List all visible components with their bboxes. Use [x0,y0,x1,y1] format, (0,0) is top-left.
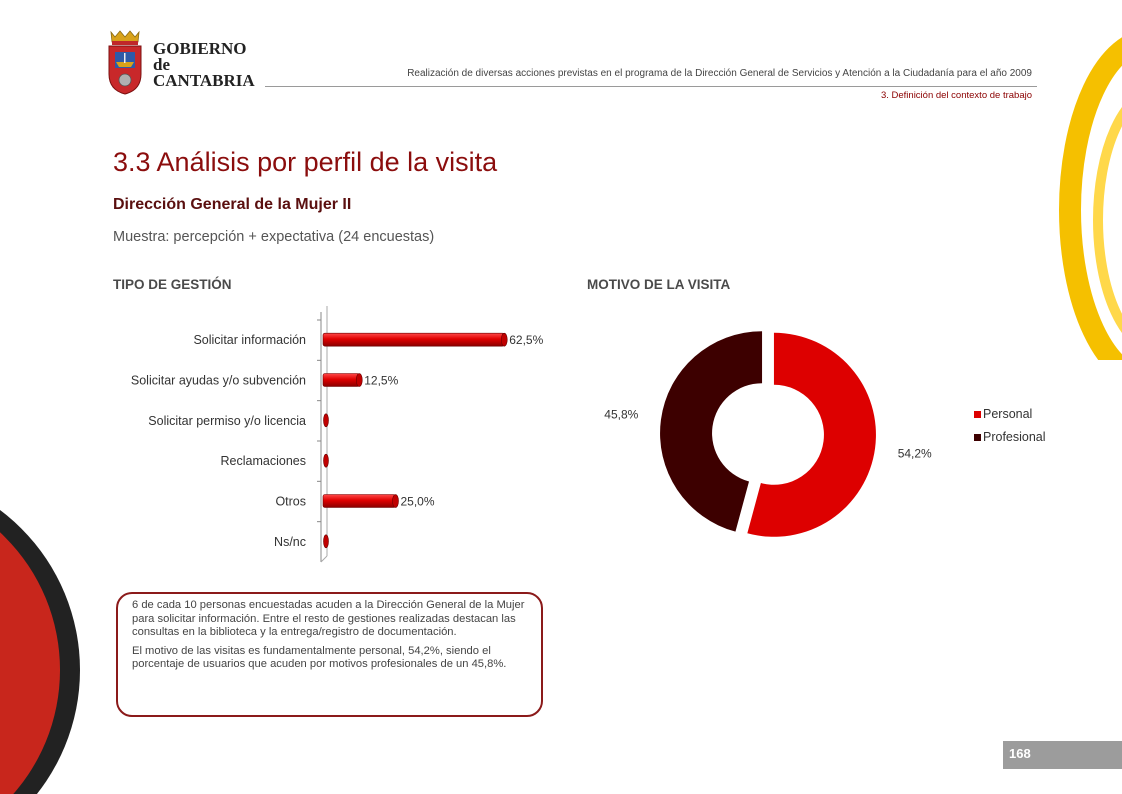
page-title: 3.3 Análisis por perfil de la visita [113,147,498,177]
bar-chart-title: TIPO DE GESTIÓN [113,277,232,292]
brand-line-3: CANTABRIA [153,71,255,90]
bar-category-label: Solicitar ayudas y/o subvención [130,373,306,388]
bar-1 [323,374,359,387]
donut-chart-title: MOTIVO DE LA VISITA [587,277,731,292]
page-subtitle: Dirección General de la Mujer II [113,196,352,213]
bar-end-cap [356,374,362,387]
bar-category-label: Ns/nc [274,534,306,549]
bar-end-cap [393,495,399,508]
bar-5-zero [324,535,329,548]
legend-swatch-personal [974,411,981,418]
donut-slice-personal [747,333,876,537]
bar-4 [323,495,396,508]
motivo-visita-donut-chart [590,300,1090,560]
note-paragraph-2: El motivo de las visitas es fundamentalmente personal, 54,2%, siendo el porcentaje de usuarios que acuden por motivos profesionales de un 45,8%. [132,644,507,671]
legend-swatch-profesional [974,434,981,441]
legend-label-personal: Personal [983,407,1033,421]
header-divider [265,86,1037,87]
bar-0 [323,333,504,346]
bar-data-label: 12,5% [364,373,399,388]
bar-data-label: 62,5% [509,333,544,348]
bar-2-zero [324,414,329,427]
tipo-gestion-bar-chart [100,300,580,570]
sample-description: Muestra: percepción + expectativa (24 encuestas) [113,229,435,245]
bar-category-label: Reclamaciones [220,454,306,469]
header-section: 3. Definición del contexto de trabajo [880,90,1032,101]
summary-note-box [116,592,543,717]
brand-line-1: GOBIERNO [153,39,247,58]
cantabria-coat-of-arms-logo [106,28,144,101]
bar-category-label: Solicitar información [193,333,306,348]
header-document-title: Realización de diversas acciones previstas en el programa de la Dirección General de Servicios y Atención a la Ciudadanía para el año 2009 [407,68,1032,79]
brand-line-2: de [153,55,170,74]
note-paragraph-1: 6 de cada 10 personas encuestadas acuden a la Dirección General de la Mujer para solicitar información. Entre el resto de gestiones realizadas destacan las consultas en la biblioteca y la entrega/registro de documentación. [132,599,525,639]
legend-label-profesional: Profesional [983,430,1046,444]
bar-end-cap [501,333,507,346]
donut-data-label: 54,2% [897,446,932,461]
donut-slice-profesional [660,331,762,531]
bar-data-label: 25,0% [400,494,435,509]
page-number: 168 [1009,746,1031,761]
donut-data-label: 45,8% [604,407,639,422]
decorative-red-circle [0,480,90,794]
bar-axis-floor-line [321,556,327,562]
bar-3-zero [324,454,329,467]
bar-category-label: Otros [275,494,306,509]
bar-category-label: Solicitar permiso y/o licencia [148,413,306,428]
